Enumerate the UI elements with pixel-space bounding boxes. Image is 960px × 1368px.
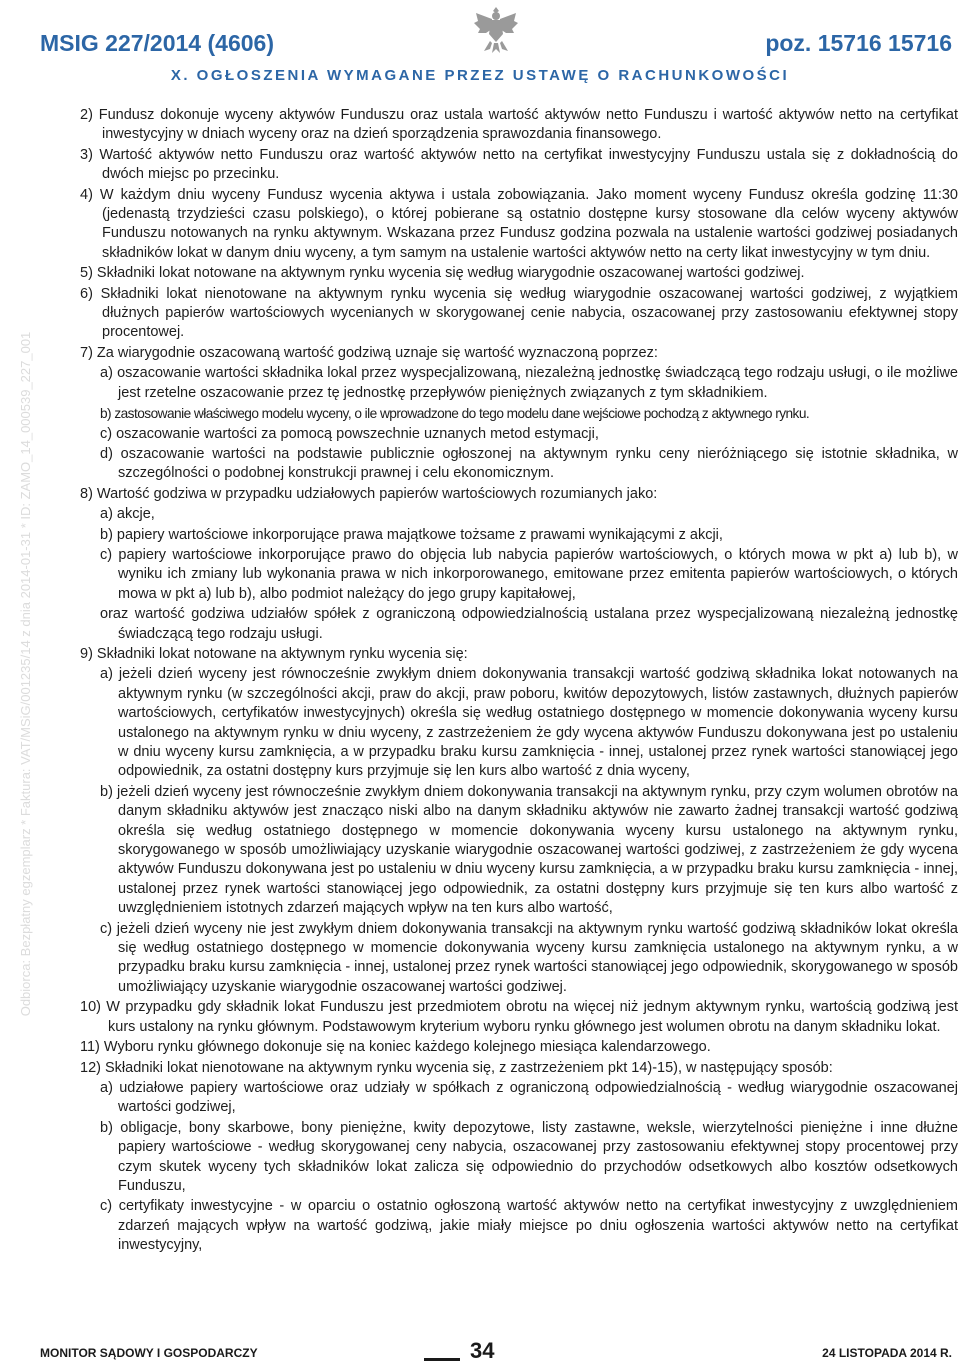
paragraph-7a: a) oszacowanie wartości składnika lokal przez wyspecjalizowaną, niezależną jednostkę świadczącą tego rodzaju usługi, o ile możliwe jest rzetelne oszacowanie przez tę jednostkę przepływów pieniężnych związanych z tym składnikiem. [100,365,958,401]
position-number: poz. 15716 15716 [765,30,952,56]
paragraph-9: 9) Składniki lokat notowane na aktywnym rynku wycenia się: [80,645,468,662]
section-title: X. OGŁOSZENIA WYMAGANE PRZEZ USTAWĘ O RACHUNKOWOŚCI [170,67,790,84]
paragraph-11: 11) Wyboru rynku głównego dokonuje się na koniec każdego kolejnego miesiąca kalendarzowego. [80,1039,711,1056]
paragraph-3: 3) Wartość aktywów netto Funduszu oraz wartość aktywów netto na certyfikat inwestycyjny Funduszu ustala się z dokładnością do dwóch miejsc po przecinku. [80,146,958,183]
paragraph-4: 4) W każdym dniu wyceny Fundusz wycenia aktywa i ustala zobowiązania. Jako moment wyceny Fundusz określa godzinę 11:30 (jedenastą trzydzieści czasu polskiego), o której pobierane są ostatnio dostępne kursy stosowane dla celów wyceny aktywów Funduszu notowanych na rynku aktywnym. Wskazana przez Fundusz godzina pozwala na ustalenie wartości godziwej posiadanych składników lokat w danym dniu wyceny, a tym samym na ustalenie wartości aktywów netto na certy likat inwestycyjny w tym dniu. [80,186,958,261]
paragraph-8c: c) papiery wartościowe inkorporujące prawo do objęcia lub nabycia papierów wartościowych, o których mowa w pkt a) lub b), w wyniku ich zmiany lub wykonania prawa w nich inkorporowanego, emitowane przez emitenta papierów wartościowych, o których mowa w pkt a) lub b), albo podmiot należący do jego grupy kapitałowej, [100,546,958,602]
paragraph-10: 10) W przypadku gdy składnik lokat Funduszu jest przedmiotem obrotu na więcej niż jednym aktywnym rynku, wartością godziwą jest kurs ustalony na rynku głównym. Podstawowym kryterium wyboru rynku głównego jest wolumen obrotu na danym składniku lokat. [80,999,958,1035]
paragraph-9a: a) jeżeli dzień wyceny jest równocześnie zwykłym dniem dokonywania transakcji wartość godziwą składnika lokat notowanych na aktywnym rynku (w szczególności akcji, praw do akcji, praw poboru, kwitów depozytowych, listów zastawnych, dłużnych papierów wartościowych, certyfikatów inwestycyjnych) określa się według ostatniego dostępnego w momencie dokonywania wyceny kursu ustalonego na aktywnym rynku w dniu wyceny, z zastrzeżeniem że gdy wycena aktywów Funduszu dokonywana jest po ustaleniu w dniu wyceny kursu zamknięcia, a w przypadku braku kursu zamknięcia - innej, ustalonej przez rynek wartości stanowiącej jego odpowiednik, za ostatni dostępny kurs przyjmuje się len kurs albo wartość z dnia wyceny, [100,666,958,780]
paragraph-12b: b) obligacje, bony skarbowe, bony pieniężne, kwity depozytowe, listy zastawne, weksle, wierzytelności pieniężne i inne dłużne papiery wartościowe - według skorygowanej ceny nabycia, oszacowanej przy zastosowaniu efektywnej stopy procentowej przy czym skutek wyceny tych składników lokat zalicza się odpowiednio do przychodów odsetkowych albo kosztów odsetkowych Funduszu, [100,1119,958,1194]
paragraph-9b: b) jeżeli dzień wyceny jest równocześnie zwykłym dniem dokonywania transakcji na aktywnym rynku, przy czym wolumen obrotów na danym składniku aktywów jest znacząco niski albo na danym składniku aktywów nie zawarto żadnej transakcji wartość godziwą określa się według ostatniego dostępnego w momencie dokonywania wyceny kursu ustalonego na aktywnym rynku, skorygowanego w sposób umożliwiający uzyskanie wiarygodnie oszacowanej wartości godziwej, z zastrzeżeniem że gdy wycena aktywów Funduszu dokonywana jest po ustaleniu w dniu wyceny kursu zamknięcia, a w przypadku braku kursu zamknięcia - innej, ustalonej przez rynek wartości stanowiącej jego odpowiednik, za ostatni dostępny kurs przyjmuje się ten kurs albo wartość z uwzględnieniem istotnych zdarzeń mających wpływ na ten kurs albo wartość, [100,783,958,917]
polish-eagle-emblem-icon [470,3,522,55]
paragraph-8-closing: oraz wartość godziwa udziałów spółek z ograniczoną odpowiedzialnością ustalana przez wyspecjalizowaną niezależną jednostkę świadczącą tego rodzaju usługi. [100,606,958,642]
page-number-dash [424,1358,460,1361]
paragraph-9c: c) jeżeli dzień wyceny nie jest zwykłym dniem dokonywania transakcji na aktywnym rynku wartość godziwą składników lokat określa się według ostatniego dostępnego w momencie dokonywania wyceny kursu zamknięcia ustalonego na aktywnym rynku, a w przypadku braku kursu zamknięcia - innej, ustalonej przez rynek wartości stanowiącej jego odpowiednik, skorygowanego w sposób umożliwiający uzyskanie wiarygodnie oszacowanej wartości godziwej. [100,920,958,995]
paragraph-7d: d) oszacowanie wartości na podstawie publicznie ogłoszonej na aktywnym rynku ceny nieróżniącego się istotnie składnika, w szczególności o podobnej konstrukcji prawnej i celu ekonomicznym. [100,445,958,482]
paragraph-2: 2) Fundusz dokonuje wyceny aktywów Funduszu oraz ustala wartość aktywów netto Funduszu i wartość aktywów netto na certyfikat inwestycyjny w dniach wyceny oraz na dzień sporządzenia sprawozdania finansowego. [80,107,958,143]
document-body [80,106,958,1257]
paragraph-12: 12) Składniki lokat nienotowane na aktywnym rynku wycenia się, z zastrzeżeniem pkt 14)-15), w następujący sposób: [80,1059,833,1076]
paragraph-12c: c) certyfikaty inwestycyjne - w oparciu o ostatnio ogłoszoną wartość aktywów netto na certyfikat inwestycyjny z uwzględnieniem zdarzeń mających wpływ na wartość godziwą, jakie miały miejsce po dniu ogłoszenia wartości aktywów netto na certyfikat inwestycyjny, [100,1198,958,1254]
paragraph-5: 5) Składniki lokat notowane na aktywnym rynku wycenia się według wiarygodnie oszacowanej wartości godziwej. [80,265,805,282]
publication-date: 24 LISTOPADA 2014 R. [822,1346,952,1360]
side-watermark: Odbiorca: Bezpłatny egzemplarz * Faktura: VAT/MSiG/001235/14 z dnia 2014-01-31 * ID: ZAMO_14_000539_227_001 [18,331,33,1017]
paragraph-7c: c) oszacowanie wartości za pomocą powszechnie uznanych metod estymacji, [100,425,599,442]
page-number: 34 [470,1338,495,1363]
publication-name: MONITOR SĄDOWY I GOSPODARCZY [40,1346,258,1360]
paragraph-7: 7) Za wiarygodnie oszacowaną wartość godziwą uznaje się wartość wyznaczoną poprzez: [80,344,658,361]
paragraph-8b: b) papiery wartościowe inkorporujące prawa majątkowe tożsame z prawami wynikającymi z akcji, [100,526,723,543]
paragraph-8a: a) akcje, [100,506,155,523]
paragraph-12a: a) udziałowe papiery wartościowe oraz udziały w spółkach z ograniczoną odpowiedzialnością - według wiarygodnie oszacowanej wartości godziwej, [100,1079,958,1116]
journal-issue: MSIG 227/2014 (4606) [40,30,274,56]
paragraph-6: 6) Składniki lokat nienotowane na aktywnym rynku wycenia się według wiarygodnie oszacowanej wartości godziwej, z wyjątkiem dłużnych papierów wartościowych wycenianych w skorygowanej cenie nabycia, oszacowanej przy zastosowaniu efektywnej stopy procentowej. [80,285,958,341]
paragraph-8: 8) Wartość godziwa w przypadku udziałowych papierów wartościowych rozumianych jako: [80,485,658,502]
paragraph-7b: b) zastosowanie właściwego modelu wyceny, o ile wprowadzone do tego modelu dane wejściowe pochodzą z aktywnego rynku. [100,406,810,422]
